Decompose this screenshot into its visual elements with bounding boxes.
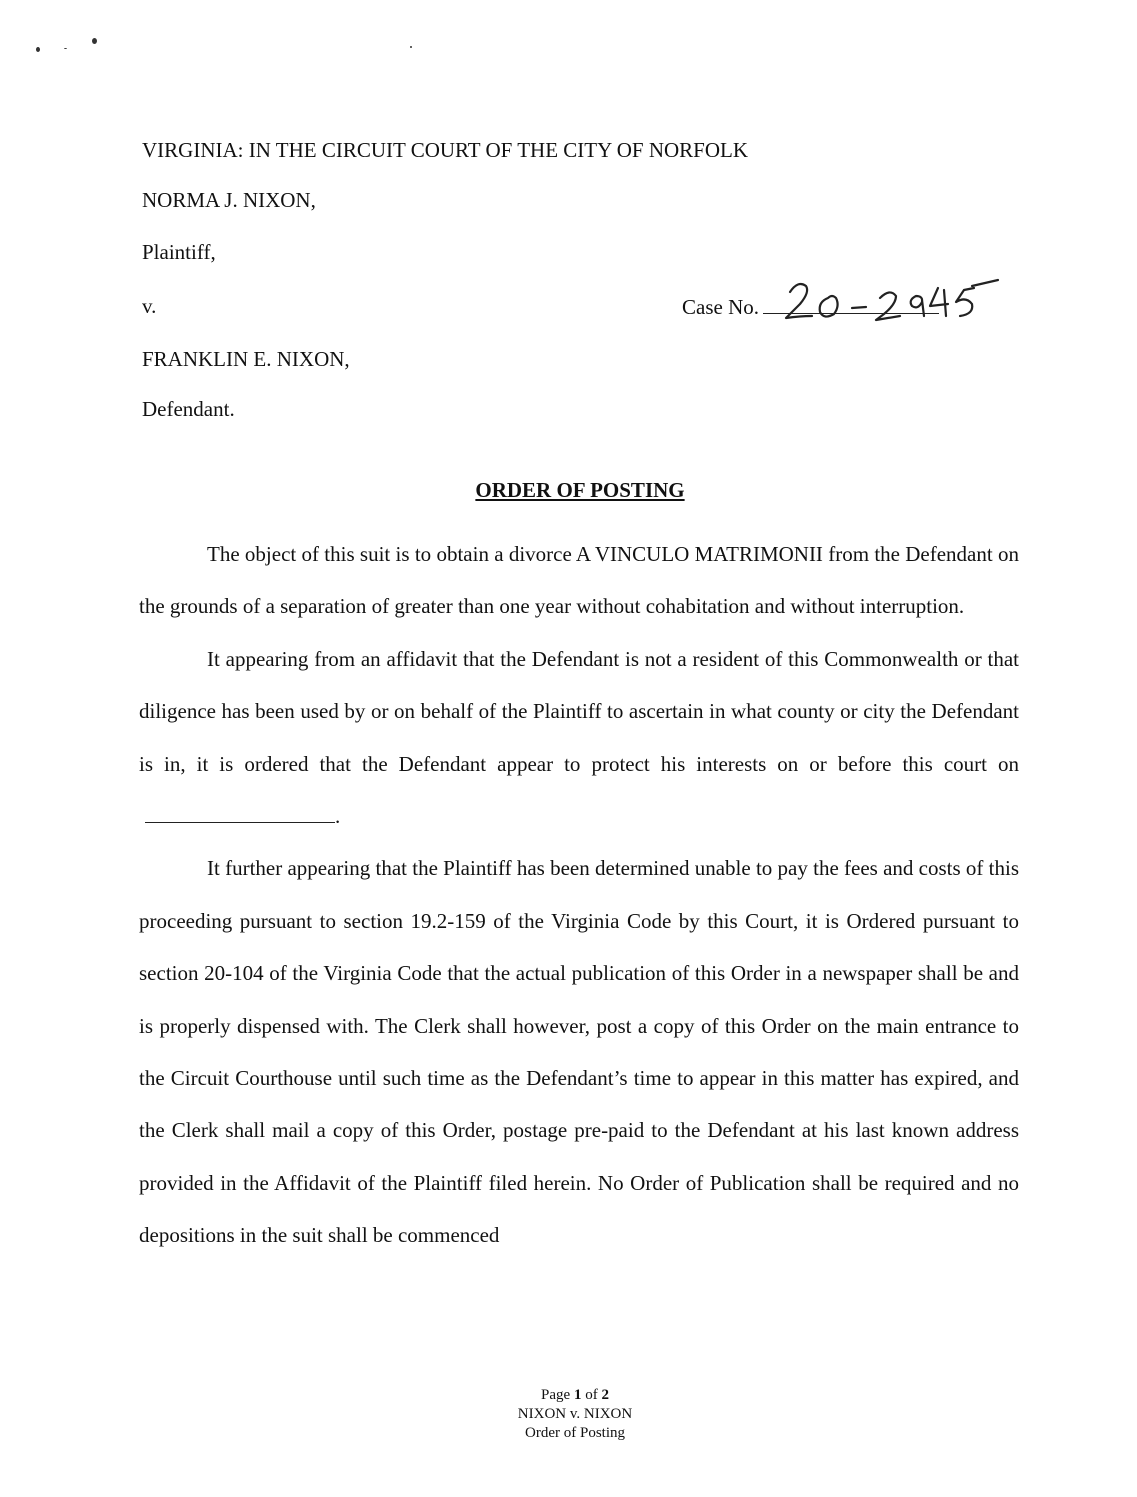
document-title: ORDER OF POSTING [475,478,685,502]
page-total: 2 [601,1387,609,1403]
paragraph-object-of-suit: The object of this suit is to obtain a divorce A VINCULO MATRIMONII from the Defendant on the grounds of a separation of greater than one year without cohabitation and without interruption. [139,542,1019,619]
scan-speck [64,48,67,49]
case-number-label: Case No. [682,295,759,319]
page-number [470,1386,680,1405]
paragraph-appearance [139,633,1019,843]
defendant-role: Defendant. [142,397,235,421]
page-current: 1 [573,1387,582,1403]
court-heading: VIRGINIA: IN THE CIRCUIT COURT OF THE CITY OF NORFOLK [142,138,749,162]
appearance-date-blank [145,806,335,823]
plaintiff-name: NORMA J. NIXON, [142,188,316,212]
order-body [139,528,1019,1262]
paragraph-posting-order: It further appearing that the Plaintiff has been determined unable to pay the fees and costs of this proceeding pursuant to section 19.2-159 of the Virginia Code by this Court, it is Ordered pursuant to section 20-104 of the Virginia Code that the actual publication of this Order in a newspaper shall be and is properly dispensed with. The Clerk shall however, post a copy of this Order on the main entrance to the Circuit Courthouse until such time as the Defendant’s time to appear in this matter has expired, and the Clerk shall mail a copy of this Order, postage pre-paid to the Defendant at his last known address provided in the Affidavit of the Plaintiff filed herein. No Order of Publication shall be required and no depositions in the suit shall be commenced [139,856,1019,1248]
versus: v. [142,294,157,318]
page-of: of [585,1387,598,1403]
defendant-name: FRANKLIN E. NIXON, [142,347,350,371]
scan-speck [36,47,40,52]
page-footer [470,1386,680,1443]
paragraph-appearance-text: It appearing from an affidavit that the Defendant is not a resident of this Commonwealth or that diligence has been used by or on behalf of the Plaintiff to ascertain in what county or city the Defendant is in, it is ordered that the Defendant appear to protect his interests on or before this court on [139,646,1019,776]
paragraph-appearance-end: . [335,804,341,829]
scan-speck [410,46,412,48]
page-word: Page [541,1387,571,1403]
case-caption: NIXON v. NIXON [517,1406,633,1422]
handwritten-case-number [780,272,1002,328]
footer-doc-title: Order of Posting [525,1425,625,1441]
plaintiff-role: Plaintiff, [142,240,216,264]
scan-speck [92,38,97,44]
